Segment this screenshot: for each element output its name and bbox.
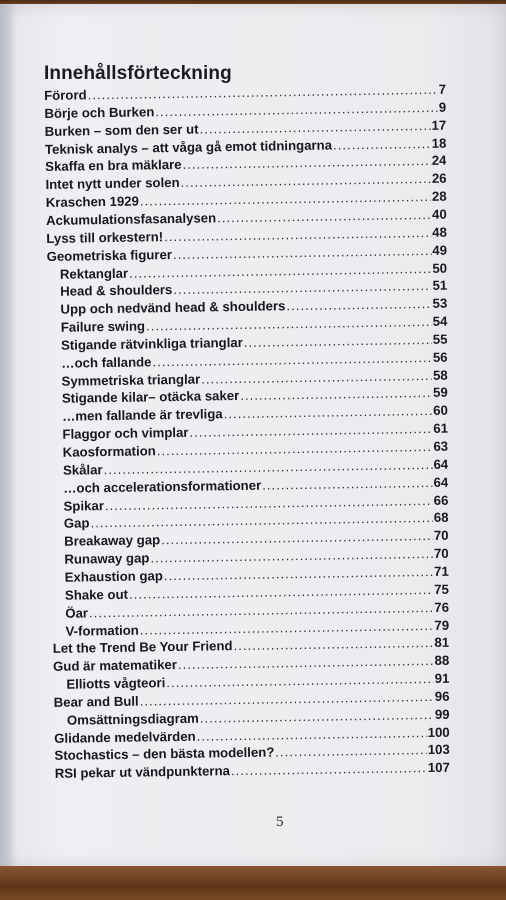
toc-entry-page: 66: [433, 492, 449, 508]
toc-entry-title: Kaosformation: [62, 443, 156, 460]
toc-entry-title: Bear and Bull: [53, 693, 139, 710]
toc-entry-page: 107: [427, 760, 450, 776]
toc-entry-title: Exhaustion gap: [64, 568, 163, 585]
toc-entry-title: Let the Trend Be Your Friend: [52, 638, 233, 657]
toc-entry-title: Börje och Burken: [44, 104, 155, 121]
toc-entry-page: 68: [433, 510, 449, 526]
dot-leader: [199, 118, 430, 137]
toc-entry-page: 70: [433, 545, 449, 562]
dot-leader: [173, 278, 431, 297]
dot-leader: [240, 385, 432, 403]
toc-entry-title: Förord: [44, 87, 87, 103]
toc-entry-title: Kraschen 1929: [45, 193, 140, 211]
page-title: Innehållsförteckning: [44, 62, 232, 84]
toc-entry-title: Elliotts vågteori: [66, 675, 166, 692]
toc-entry-page: 64: [433, 474, 449, 490]
dot-leader: [182, 153, 430, 172]
toc-entry-page: 40: [431, 206, 447, 222]
toc-entry-title: Skålar: [62, 461, 103, 478]
toc-entry-page: 103: [427, 742, 450, 758]
toc-entry-page: 96: [434, 688, 450, 704]
toc-entry-page: 99: [434, 706, 450, 722]
toc-entry-page: 48: [432, 224, 447, 240]
toc-entry-page: 54: [432, 313, 448, 329]
toc-entry-page: 49: [432, 242, 448, 258]
toc-entry-title: Failure swing: [60, 318, 146, 335]
toc-entry-title: …och accelerationsformationer: [63, 477, 262, 496]
toc-entry-title: Rektanglar: [59, 265, 129, 282]
toc-entry-title: Flaggor och vimplar: [62, 424, 189, 442]
toc-entry-title: Breakaway gap: [64, 532, 161, 549]
dot-leader: [146, 314, 432, 333]
dot-leader: [140, 689, 434, 709]
toc-entry-title: Intet nytt under solen: [45, 175, 180, 193]
dot-leader: [164, 225, 431, 244]
toc-entry-title: Omsättningsdiagram: [66, 710, 199, 728]
toc-entry-title: …och fallande: [61, 354, 152, 371]
page-gutter-shadow: [0, 4, 16, 868]
dot-leader: [164, 564, 433, 583]
toc-entry-page: 91: [434, 670, 450, 686]
dot-leader: [224, 403, 433, 421]
toc-entry-title: Ackumulationsfasanalysen: [45, 210, 217, 228]
toc-entry-page: 53: [432, 295, 448, 312]
toc-entry-page: 64: [433, 456, 449, 472]
dot-leader: [178, 653, 434, 672]
toc-entry-title: Spikar: [63, 497, 105, 514]
dot-leader: [201, 368, 432, 387]
toc-entry-page: 56: [432, 349, 448, 365]
toc-entry-page: 55: [432, 331, 448, 347]
toc-entry-title: Stigande kilar– otäcka saker: [61, 388, 240, 407]
toc-entry-page: 51: [432, 278, 448, 294]
dot-leader: [180, 171, 431, 190]
toc-entry-title: Gud är matematiker: [52, 657, 178, 675]
dot-leader: [244, 332, 432, 350]
toc-entry-page: 7: [438, 81, 447, 97]
dot-leader: [262, 475, 433, 493]
toc-entry-page: 9: [438, 99, 447, 115]
toc-entry-page: 88: [434, 652, 450, 669]
dot-leader: [233, 635, 433, 653]
toc-entry-title: Upp och nedvänd head & shoulders: [60, 298, 286, 317]
dot-leader: [157, 439, 433, 458]
dot-leader: [197, 725, 427, 744]
toc-entry-page: 71: [433, 563, 449, 579]
toc-entry-title: RSI pekar ut vändpunkterna: [54, 763, 231, 782]
toc-entry-title: Geometriska figurer: [46, 246, 173, 264]
toc-entry-page: 81: [434, 635, 450, 651]
dot-leader: [161, 528, 433, 547]
toc-entry-page: 26: [431, 170, 447, 187]
dot-leader: [200, 707, 434, 726]
toc-entry-title: V-formation: [65, 622, 139, 639]
toc-entry-page: 60: [433, 402, 448, 419]
toc-entry-title: Lyss till orkestern!: [46, 228, 164, 246]
toc-entry-title: Skaffa en bra mäklare: [45, 157, 182, 175]
toc-entry-page: 24: [431, 153, 447, 169]
toc-entry-page: 75: [434, 581, 449, 597]
dot-leader: [173, 243, 432, 262]
toc-entry-page: 63: [433, 438, 449, 454]
toc-entry-title: Stochastics – den bästa modellen?: [54, 744, 275, 764]
toc-entry-title: …men fallande är trevliga: [62, 406, 223, 425]
toc-entry-page: 61: [433, 420, 449, 437]
dot-leader: [217, 207, 431, 225]
dot-leader: [140, 189, 431, 209]
toc-entry-title: Burken – som den ser ut: [44, 121, 199, 139]
toc-entry-page: 18: [431, 135, 447, 151]
toc-entry-page: 100: [427, 724, 450, 740]
toc-entry-title: Öar: [65, 605, 89, 621]
toc-entry-title: Glidande medelvärden: [54, 728, 196, 746]
dot-leader: [286, 296, 431, 313]
toc-entry-title: Stigande rätvinkliga trianglar: [60, 334, 243, 353]
page-number: 5: [276, 814, 284, 830]
dot-leader: [231, 760, 427, 778]
toc-entry-title: Symmetriska trianglar: [61, 371, 201, 389]
toc-entry-page: 59: [432, 385, 448, 401]
dot-leader: [189, 421, 432, 440]
toc-entry-page: 79: [434, 617, 450, 633]
toc-entry-title: Gap: [63, 515, 90, 532]
toc-entry-title: Runaway gap: [64, 550, 150, 567]
dot-leader: [150, 546, 433, 565]
toc-entry-page: 28: [431, 188, 447, 205]
dot-leader: [333, 135, 431, 152]
toc-entry-page: 17: [431, 117, 447, 133]
toc-entry-title: Shake out: [64, 586, 129, 603]
toc-entry-page: 58: [432, 367, 448, 383]
toc-entry-page: 76: [434, 599, 450, 615]
toc-entry-title: Head & shoulders: [60, 282, 173, 300]
dot-leader: [166, 671, 434, 690]
toc-entry-page: 50: [432, 260, 448, 276]
dot-leader: [140, 617, 434, 637]
table-surface-bottom: [0, 866, 506, 900]
toc-entry-page: 70: [433, 527, 449, 544]
toc-entry-title: Teknisk analys – att våga gå emot tidningarna: [44, 137, 333, 157]
dot-leader: [275, 743, 427, 760]
dot-leader: [152, 350, 432, 369]
dot-leader: [155, 100, 438, 119]
